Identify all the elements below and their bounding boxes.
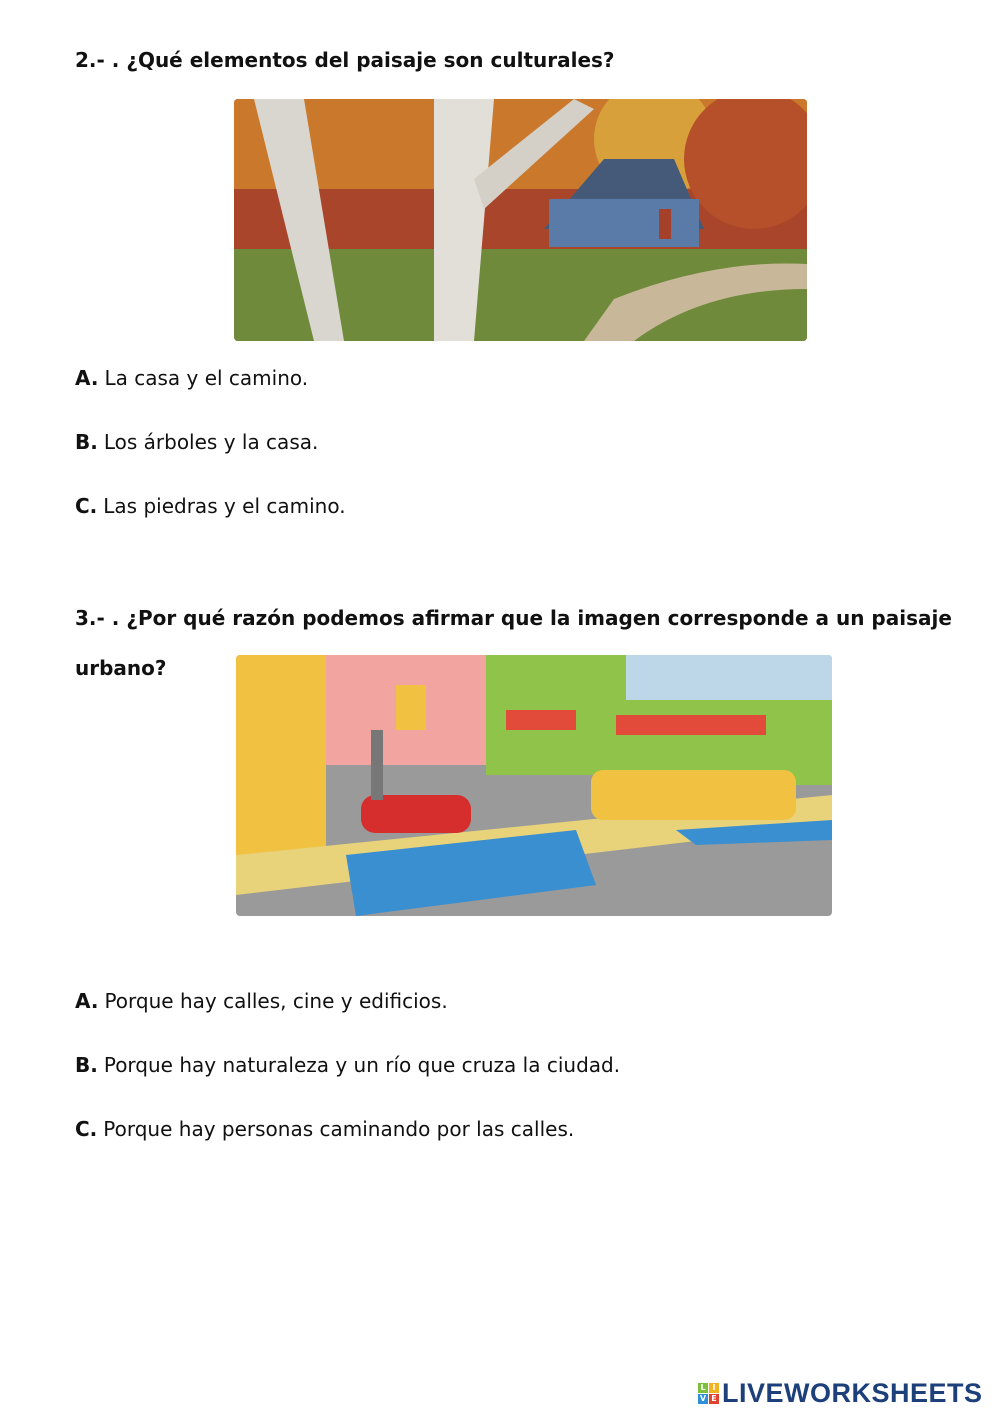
option-letter: A. xyxy=(75,366,99,390)
option-letter: B. xyxy=(75,1053,98,1077)
option-text: Porque hay calles, cine y edificios. xyxy=(104,989,448,1013)
option-3a[interactable] xyxy=(75,989,448,1013)
logo-tile: L xyxy=(698,1383,708,1393)
option-text: Las piedras y el camino. xyxy=(103,494,346,518)
option-letter: A. xyxy=(75,989,99,1013)
option-letter: C. xyxy=(75,1117,98,1141)
option-3b[interactable] xyxy=(75,1053,620,1077)
logo-tiles-icon xyxy=(698,1383,719,1404)
option-2c[interactable] xyxy=(75,494,346,518)
logo-tile: V xyxy=(699,1394,707,1403)
option-text: La casa y el camino. xyxy=(104,366,309,390)
logo-text: LIVEWORKSHEETS xyxy=(722,1378,983,1408)
liveworksheets-logo xyxy=(698,1378,983,1409)
question-3-title: 3.- . ¿Por qué razón podemos afirmar que la imagen corresponde a un paisaje xyxy=(75,606,952,630)
logo-tile: E xyxy=(709,1394,719,1404)
logo-tile: I xyxy=(709,1383,719,1393)
option-text: Porque hay personas caminando por las calles. xyxy=(103,1117,575,1141)
option-2b[interactable] xyxy=(75,430,318,454)
option-letter: B. xyxy=(75,430,98,454)
option-2a[interactable] xyxy=(75,366,308,390)
urban-street-image xyxy=(236,655,832,916)
autumn-house-image xyxy=(234,99,807,341)
option-text: Porque hay naturaleza y un río que cruza la ciudad. xyxy=(103,1053,621,1077)
option-letter: C. xyxy=(75,494,98,518)
option-3c[interactable] xyxy=(75,1117,574,1141)
option-text: Los árboles y la casa. xyxy=(103,430,319,454)
question-3-title-cont: urbano? xyxy=(75,656,167,680)
question-2-title: 2.- . ¿Qué elementos del paisaje son culturales? xyxy=(75,48,615,72)
